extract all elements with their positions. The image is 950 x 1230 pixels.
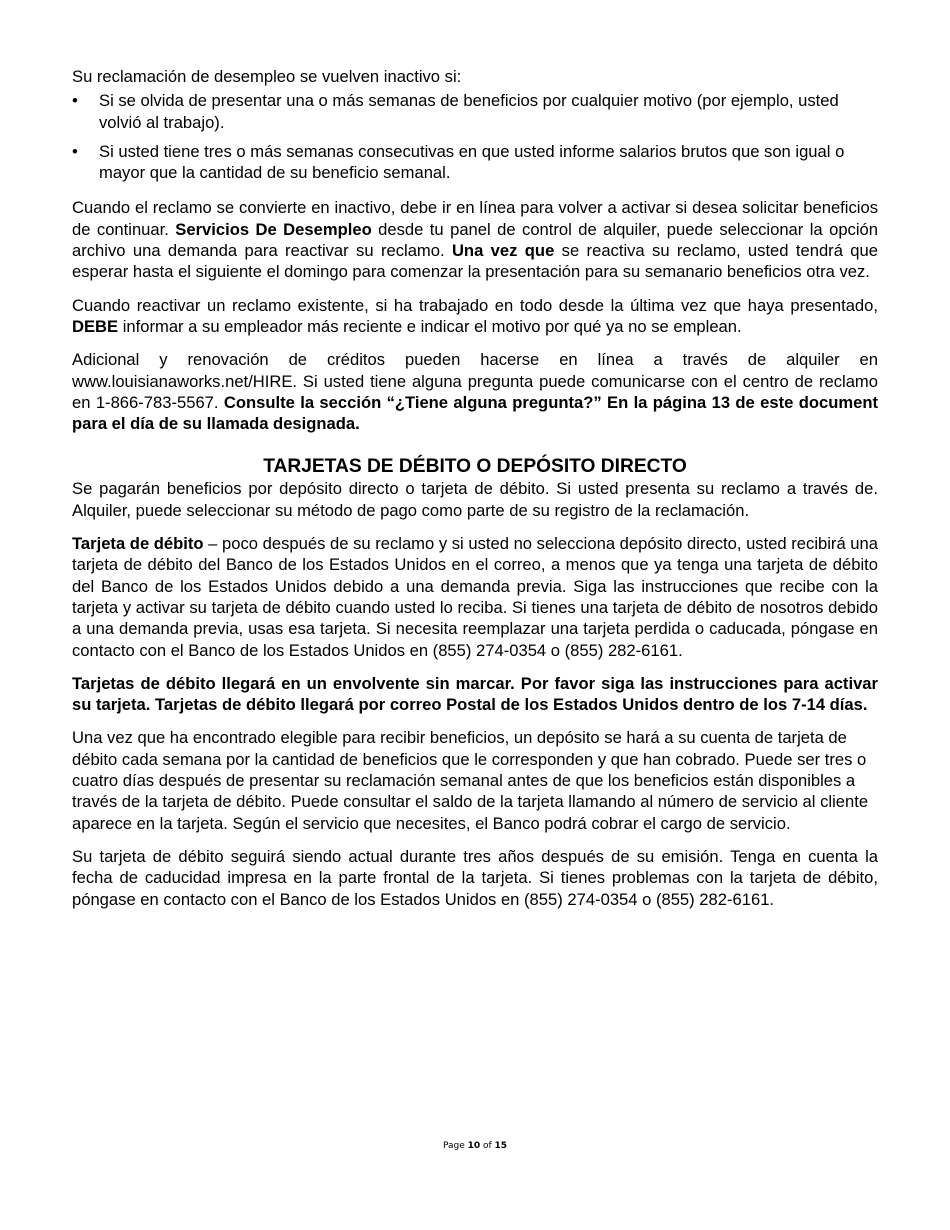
bold-run: Consulte la sección “¿Tiene alguna pregunta?” En la página 13 de este document para el día de su llamada designada.: [72, 392, 878, 434]
existing-claim-paragraph: [72, 295, 878, 338]
envelope-notice: [72, 673, 878, 716]
additional-credits-paragraph: [72, 349, 878, 434]
bullet-item: [72, 90, 878, 133]
text-run: se reactiva su reclamo, usted tendrá que esperar hasta el siguiente el domingo para comenzar la presentación para su semanario beneficios otra vez.: [72, 241, 878, 282]
text-run: Cuando el reclamo se convierte en inactivo, debe ir en línea para volver a activar si desea solicitar beneficios de continuar.: [72, 198, 878, 239]
bullet-item: [72, 141, 878, 184]
payment-method-paragraph: Se pagarán beneficios por depósito directo o tarjeta de débito. Si usted presenta su reclamo a través de. Alquiler, puede seleccionar su método de pago como parte de su registro de la reclamación.: [72, 479, 878, 520]
bullet-glyph: •: [72, 141, 78, 161]
eligible-deposit-paragraph: Una vez que ha encontrado elegible para recibir beneficios, un depósito se hará a su cuenta de tarjeta de débito cada semana por la cantidad de beneficios que le corresponden y que han cobrado. Puede ser tres o cuatro días después de presentar su reclamación semanal antes de que los beneficios están disponibles a través de la tarjeta de débito. Puede consultar el saldo de la tarjeta llamando al número de servicio al cliente aparece en la tarjeta. Según el servicio que necesites, el Banco podrá cobrar el cargo de servicio.: [72, 728, 869, 833]
inactive-intro: Su reclamación de desempleo se vuelven inactivo si:: [72, 67, 462, 86]
footer-text: of: [480, 1141, 495, 1151]
text-run: desde tu panel de control de alquiler, puede seleccionar la opción archivo una demanda para reactivar su reclamo.: [72, 219, 878, 261]
reactivate-paragraph: [72, 197, 878, 282]
bold-run: Servicios De Desempleo: [175, 219, 372, 239]
bullet-text: Si usted tiene tres o más semanas consecutivas en que usted informe salarios brutos que son igual o mayor que la cantidad de su beneficio semanal.: [99, 141, 845, 183]
text-run: – poco después de su reclamo y si usted no selecciona depósito directo, usted recibirá una tarjeta de débito del Banco de los Estados Unidos en el correo, a menos que ya tenga una tarjeta de débito del Banco de los Estados Unidos debido a una demanda previa. Siga las instrucciones que recibe con la tarjeta y activar su tarjeta de débito cuando usted lo reciba. Si tienes una tarjeta de débito de nosotros debido a una demanda previa, usas esa tarjeta. Si necesita reemplazar una tarjeta perdida o caducada, póngase en contacto con el Banco de los Estados Unidos en (855) 274-0354 o (855) 282-6161.: [72, 534, 878, 660]
text-run: Adicional y renovación de créditos pueden hacerse en línea a través de alquiler en www.louisianaworks.net/HIRE. Si usted tiene alguna pregunta puede comunicarse con el centro de reclamo en 1-866-783-5567.: [72, 350, 878, 412]
debit-card-paragraph: [72, 533, 878, 661]
bullet-text: Si se olvida de presentar una o más semanas de beneficios por cualquier motivo (por ejemplo, usted volvió al trabajo).: [99, 91, 839, 132]
section-heading: TARJETAS DE DÉBITO O DEPÓSITO DIRECTO: [263, 456, 687, 478]
page-footer: [0, 1141, 950, 1151]
footer-text: Page: [442, 1141, 468, 1151]
text-run: informar a su empleador más reciente e indicar el motivo por qué ya no se emplean.: [118, 316, 742, 336]
bold-run: Una vez que: [451, 241, 555, 261]
bullet-glyph: •: [72, 91, 78, 111]
document-page: [72, 66, 878, 922]
bold-run: Tarjeta de débito: [72, 534, 204, 554]
total-page-number: 15: [494, 1141, 508, 1151]
text-run: Cuando reactivar un reclamo existente, si ha trabajado en todo desde la última vez que haya presentado,: [72, 295, 878, 315]
bold-run: DEBE: [72, 316, 119, 336]
card-expiry-paragraph: Su tarjeta de débito seguirá siendo actual durante tres años después de su emisión. Tenga en cuenta la fecha de caducidad impresa en la parte frontal de la tarjeta. Si tienes problemas con la tarjeta de débito, póngase en contacto con el Banco de los Estados Unidos en (855) 274-0354 o (855) 282-6161.: [72, 846, 878, 909]
current-page-number: 10: [467, 1141, 481, 1151]
bold-run: Tarjetas de débito llegará en un envolvente sin marcar. Por favor siga las instrucciones para activar su tarjeta. Tarjetas de débito llegará por correo Postal de los Estados Unidos dentro de los 7-14 días.: [72, 673, 878, 715]
